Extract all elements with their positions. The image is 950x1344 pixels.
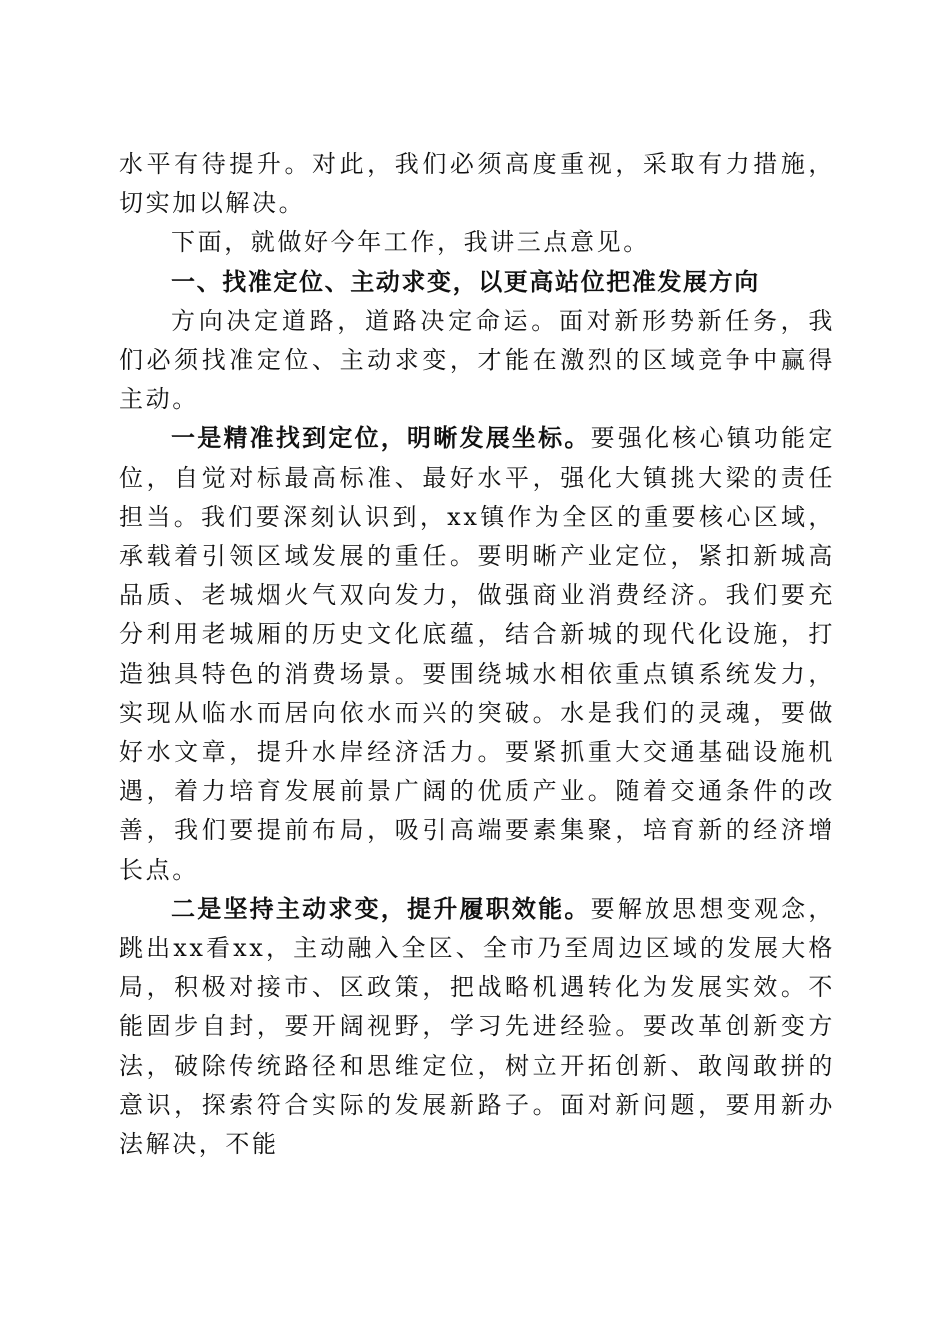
paragraph-direction: 方向决定道路，道路决定命运。面对新形势新任务，我们必须找准定位、主动求变，才能在激烈的区域竞争中赢得主动。 bbox=[119, 306, 835, 414]
paragraph-text: 要解放思想变观念，跳出xx看xx，主动融入全区、全市乃至周边区域的发展大格局，积极对接市、区政策，把战略机遇转化为发展实效。不能固步自封，要开阔视野，学习先进经验。要改革创新变方法，破除传统路径和思维定位，树立开拓创新、敢闯敢拼的意识，探索符合实际的发展新路子。面对新问题，要用新办法解决，不能 bbox=[119, 894, 835, 1159]
document-body bbox=[119, 145, 835, 1164]
paragraph-positioning bbox=[119, 419, 835, 889]
paragraph-text: 要强化核心镇功能定位，自觉对标最高标准、最好水平，强化大镇挑大梁的责任担当。我们要深刻认识到，xx镇作为全区的重要核心区域，承载着引领区域发展的重任。要明晰产业定位，紧扣新城高品质、老城烟火气双向发力，做强商业消费经济。我们要充分利用老城厢的历史文化底蕴，结合新城的现代化设施，打造独具特色的消费场景。要围绕城水相依重点镇系统发力，实现从临水而居向依水而兴的突破。水是我们的灵魂，要做好水文章，提升水岸经济活力。要紧抓重大交通基础设施机遇，着力培育发展前景广阔的优质产业。随着交通条件的改善，我们要提前布局，吸引高端要素集聚，培育新的经济增长点。 bbox=[119, 424, 835, 884]
paragraph-change bbox=[119, 890, 835, 1164]
paragraph-lead: 二是坚持主动求变，提升履职效能。 bbox=[171, 894, 591, 923]
paragraph-continuation: 水平有待提升。对此，我们必须高度重视，采取有力措施，切实加以解决。 bbox=[119, 150, 835, 218]
paragraph-intro: 下面，就做好今年工作，我讲三点意见。 bbox=[171, 228, 650, 257]
section-heading: 一、找准定位、主动求变，以更高站位把准发展方向 bbox=[171, 267, 760, 296]
paragraph-lead: 一是精准找到定位，明晰发展坐标。 bbox=[171, 424, 591, 453]
